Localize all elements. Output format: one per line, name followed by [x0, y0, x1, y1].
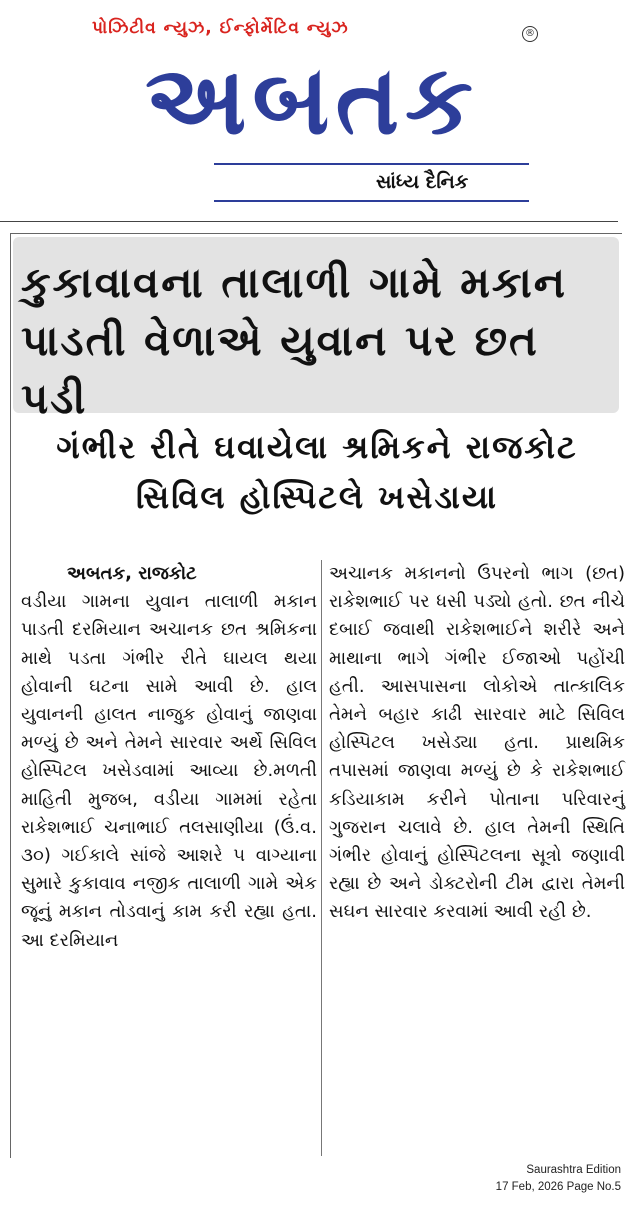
headline-box — [13, 237, 619, 423]
masthead — [0, 0, 631, 222]
edition-type: સાંધ્ય દૈનિક — [376, 171, 469, 193]
column-1-text: વડીયા ગામના યુવાન તાલાળી મકાન પાડતી દરમિયાન અચાનક છત શ્રમિકના માથે પડતા ગંભીર રીતે ઘાયલ થયા હોવાની ઘટના સામે આવી છે. હાલ યુવાનની હાલત નાજુક હોવાનું જાણવા મળ્યું છે અને તેમને સારવાર અર્થે સિવિલ હોસ્પિટલ ખસેડવામાં આવ્યા છે.મળતી માહિતી મુજબ, વડીયા ગામમાં રહેતા રાકેશભાઈ ચનાભાઈ તલસાણીયા (ઉં.વ. ૩૦) ગઈકાલે સાંજે આશરે ૫ વાગ્યાના સુમારે કુકાવાવ નજીક તાલાળી ગામે એક જૂનું મકાન તોડવાનું કામ કરી રહ્યા હતા. આ દરમિયાન — [21, 591, 317, 951]
registered-mark: ® — [522, 26, 538, 42]
masthead-divider — [0, 221, 618, 222]
column-divider — [321, 560, 322, 1156]
dateline: અબતક, રાજકોટ — [67, 563, 197, 584]
edition-label: Saurashtra Edition — [526, 1164, 621, 1176]
tagline: પોઝિટીવ ન્યુઝ, ઈન્ફોર્મેટિવ ન્યુઝ — [92, 18, 349, 38]
logo-bottom-divider — [214, 200, 529, 202]
article-column-1 — [21, 560, 317, 955]
logo-divider — [214, 163, 529, 165]
news-article — [10, 233, 625, 1158]
date-page-label: 17 Feb, 2026 Page No.5 — [495, 1181, 621, 1193]
page-footer — [496, 1162, 621, 1196]
subheadline: ગંભીર રીતે ઘવાયેલા શ્રમિકને રાજકોટ સિવિલ હોસ્પિટલે ખસેડાયા — [56, 428, 578, 516]
column-2-text: અચાનક મકાનનો ઉપરનો ભાગ (છત) રાકેશભાઈ પર ધસી પડ્યો હતો. છત નીચે દબાઈ જવાથી રાકેશભાઈને શરીરે અને માથાના ભાગે ગંભીર ઈજાઓ પહોંચી હતી. આસપાસના લોકોએ તાત્કાલિક તેમને બહાર કાઢી સારવાર માટે સિવિલ હોસ્પિટલ ખસેડ્યા હતા. પ્રાથમિક તપાસમાં જાણવા મળ્યું છે કે રાકેશભાઈ કડિયાકામ કરીને પોતાના પરિવારનું ગુજરાન ચલાવે છે. હાલ તેમની સ્થિતિ ગંભીર હોવાનું હોસ્પિટલના સૂત્રો જણાવી રહ્યા છે અને ડોક્ટરોની ટીમ દ્વારા તેમની સઘન સારવાર કરવામાં આવી રહી છે. — [329, 563, 625, 923]
newspaper-logo: અબતક — [145, 44, 479, 156]
article-column-2 — [329, 560, 625, 927]
headline: કુકાવાવના તાલાળી ગામે મકાન પાડતી વેળાએ યુવાન પર છત પડી — [21, 258, 568, 423]
